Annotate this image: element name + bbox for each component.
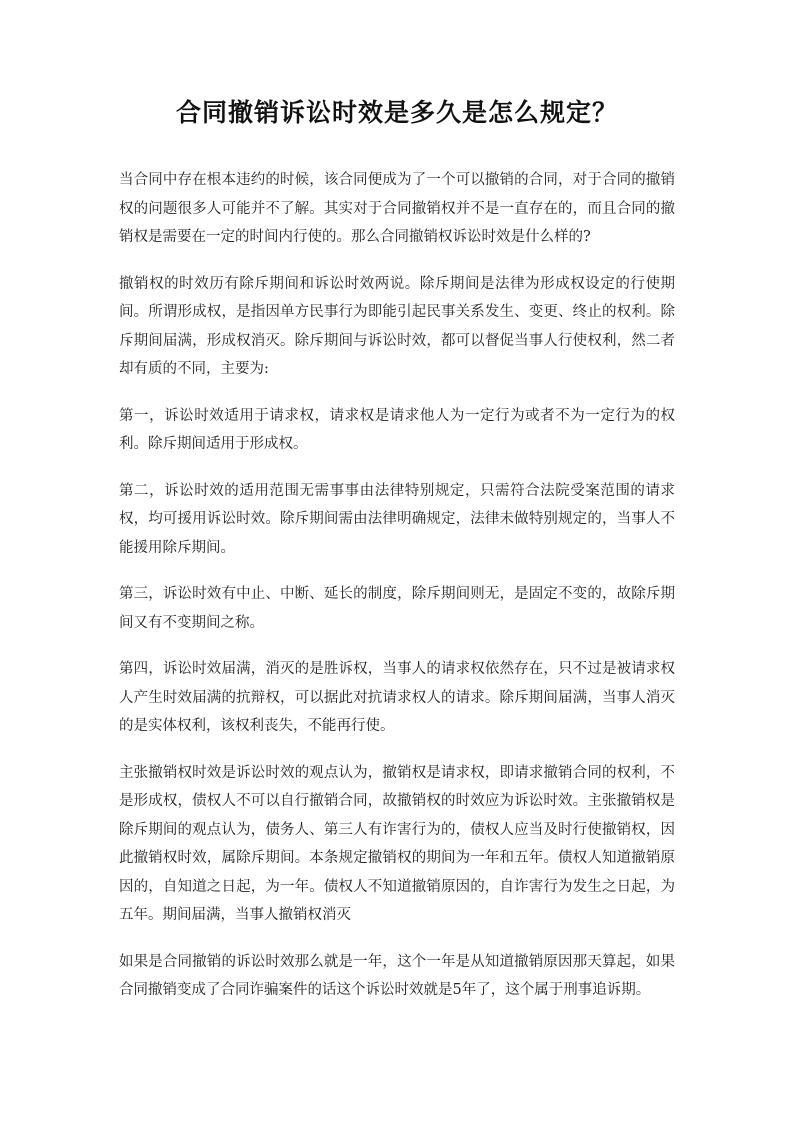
paragraph-conclusion: 如果是合同撤销的诉讼时效那么就是一年，这个一年是从知道撤销原因那天算起，如果合同撤销变成了合同诈骗案件的话这个诉讼时效就是5年了，这个属于刑事追诉期。 bbox=[119, 953, 675, 998]
paragraph-second: 第二，诉讼时效的适用范围无需事事由法律特别规定，只需符合法院受案范围的请求权，均可援用诉讼时效。除斥期间需由法律明确规定，法律未做特别规定的，当事人不能援用除斥期间。 bbox=[119, 482, 675, 556]
paragraph-overview: 撤销权的时效历有除斥期间和诉讼时效两说。除斥期间是法律为形成权设定的行使期间。所谓形成权，是指因单方民事行为即能引起民事关系发生、变更、终止的权利。除斥期间届满，形成权消灭。除斥期间与诉讼时效，都可以督促当事人行使权利，然二者却有质的不同，主要为: bbox=[119, 275, 675, 377]
paragraph-views: 主张撤销权时效是诉讼时效的观点认为，撤销权是请求权，即请求撤销合同的权利，不是形成权，债权人不可以自行撤销合同，故撤销权的时效应为诉讼时效。主张撤销权是除斥期间的观点认为，债务人、第三人有诈害行为的，债权人应当及时行使撤销权，因此撤销权时效，属除斥期间。本条规定撤销权的期间为一年和五年。债权人知道撤销原因的，自知道之日起，为一年。债权人不知道撤销原因的，自诈害行为发生之日起，为五年。期间届满，当事人撤销权消灭 bbox=[119, 764, 675, 923]
document-title: 合同撤销诉讼时效是多久是怎么规定？ bbox=[175, 98, 618, 127]
paragraph-fourth: 第四，诉讼时效届满，消灭的是胜诉权，当事人的请求权依然存在，只不过是被请求权人产生时效届满的抗辩权，可以据此对抗请求权人的请求。除斥期间届满，当事人消灭的是实体权利，该权利丧失，不能再行使。 bbox=[119, 661, 675, 734]
paragraph-intro: 当合同中存在根本违约的时候，该合同便成为了一个可以撤销的合同，对于合同的撤销权的问题很多人可能并不了解。其实对于合同撤销权并不是一直存在的，而且合同的撤销权是需要在一定的时间内行使的。那么合同撤销权诉讼时效是什么样的? bbox=[119, 172, 675, 245]
paragraph-first: 第一，诉讼时效适用于请求权，请求权是请求他人为一定行为或者不为一定行为的权利。除斥期间适用于形成权。 bbox=[119, 407, 675, 452]
paragraph-third: 第三，诉讼时效有中止、中断、延长的制度，除斥期间则无，是固定不变的，故除斥期间又有不变期间之称。 bbox=[119, 586, 675, 631]
